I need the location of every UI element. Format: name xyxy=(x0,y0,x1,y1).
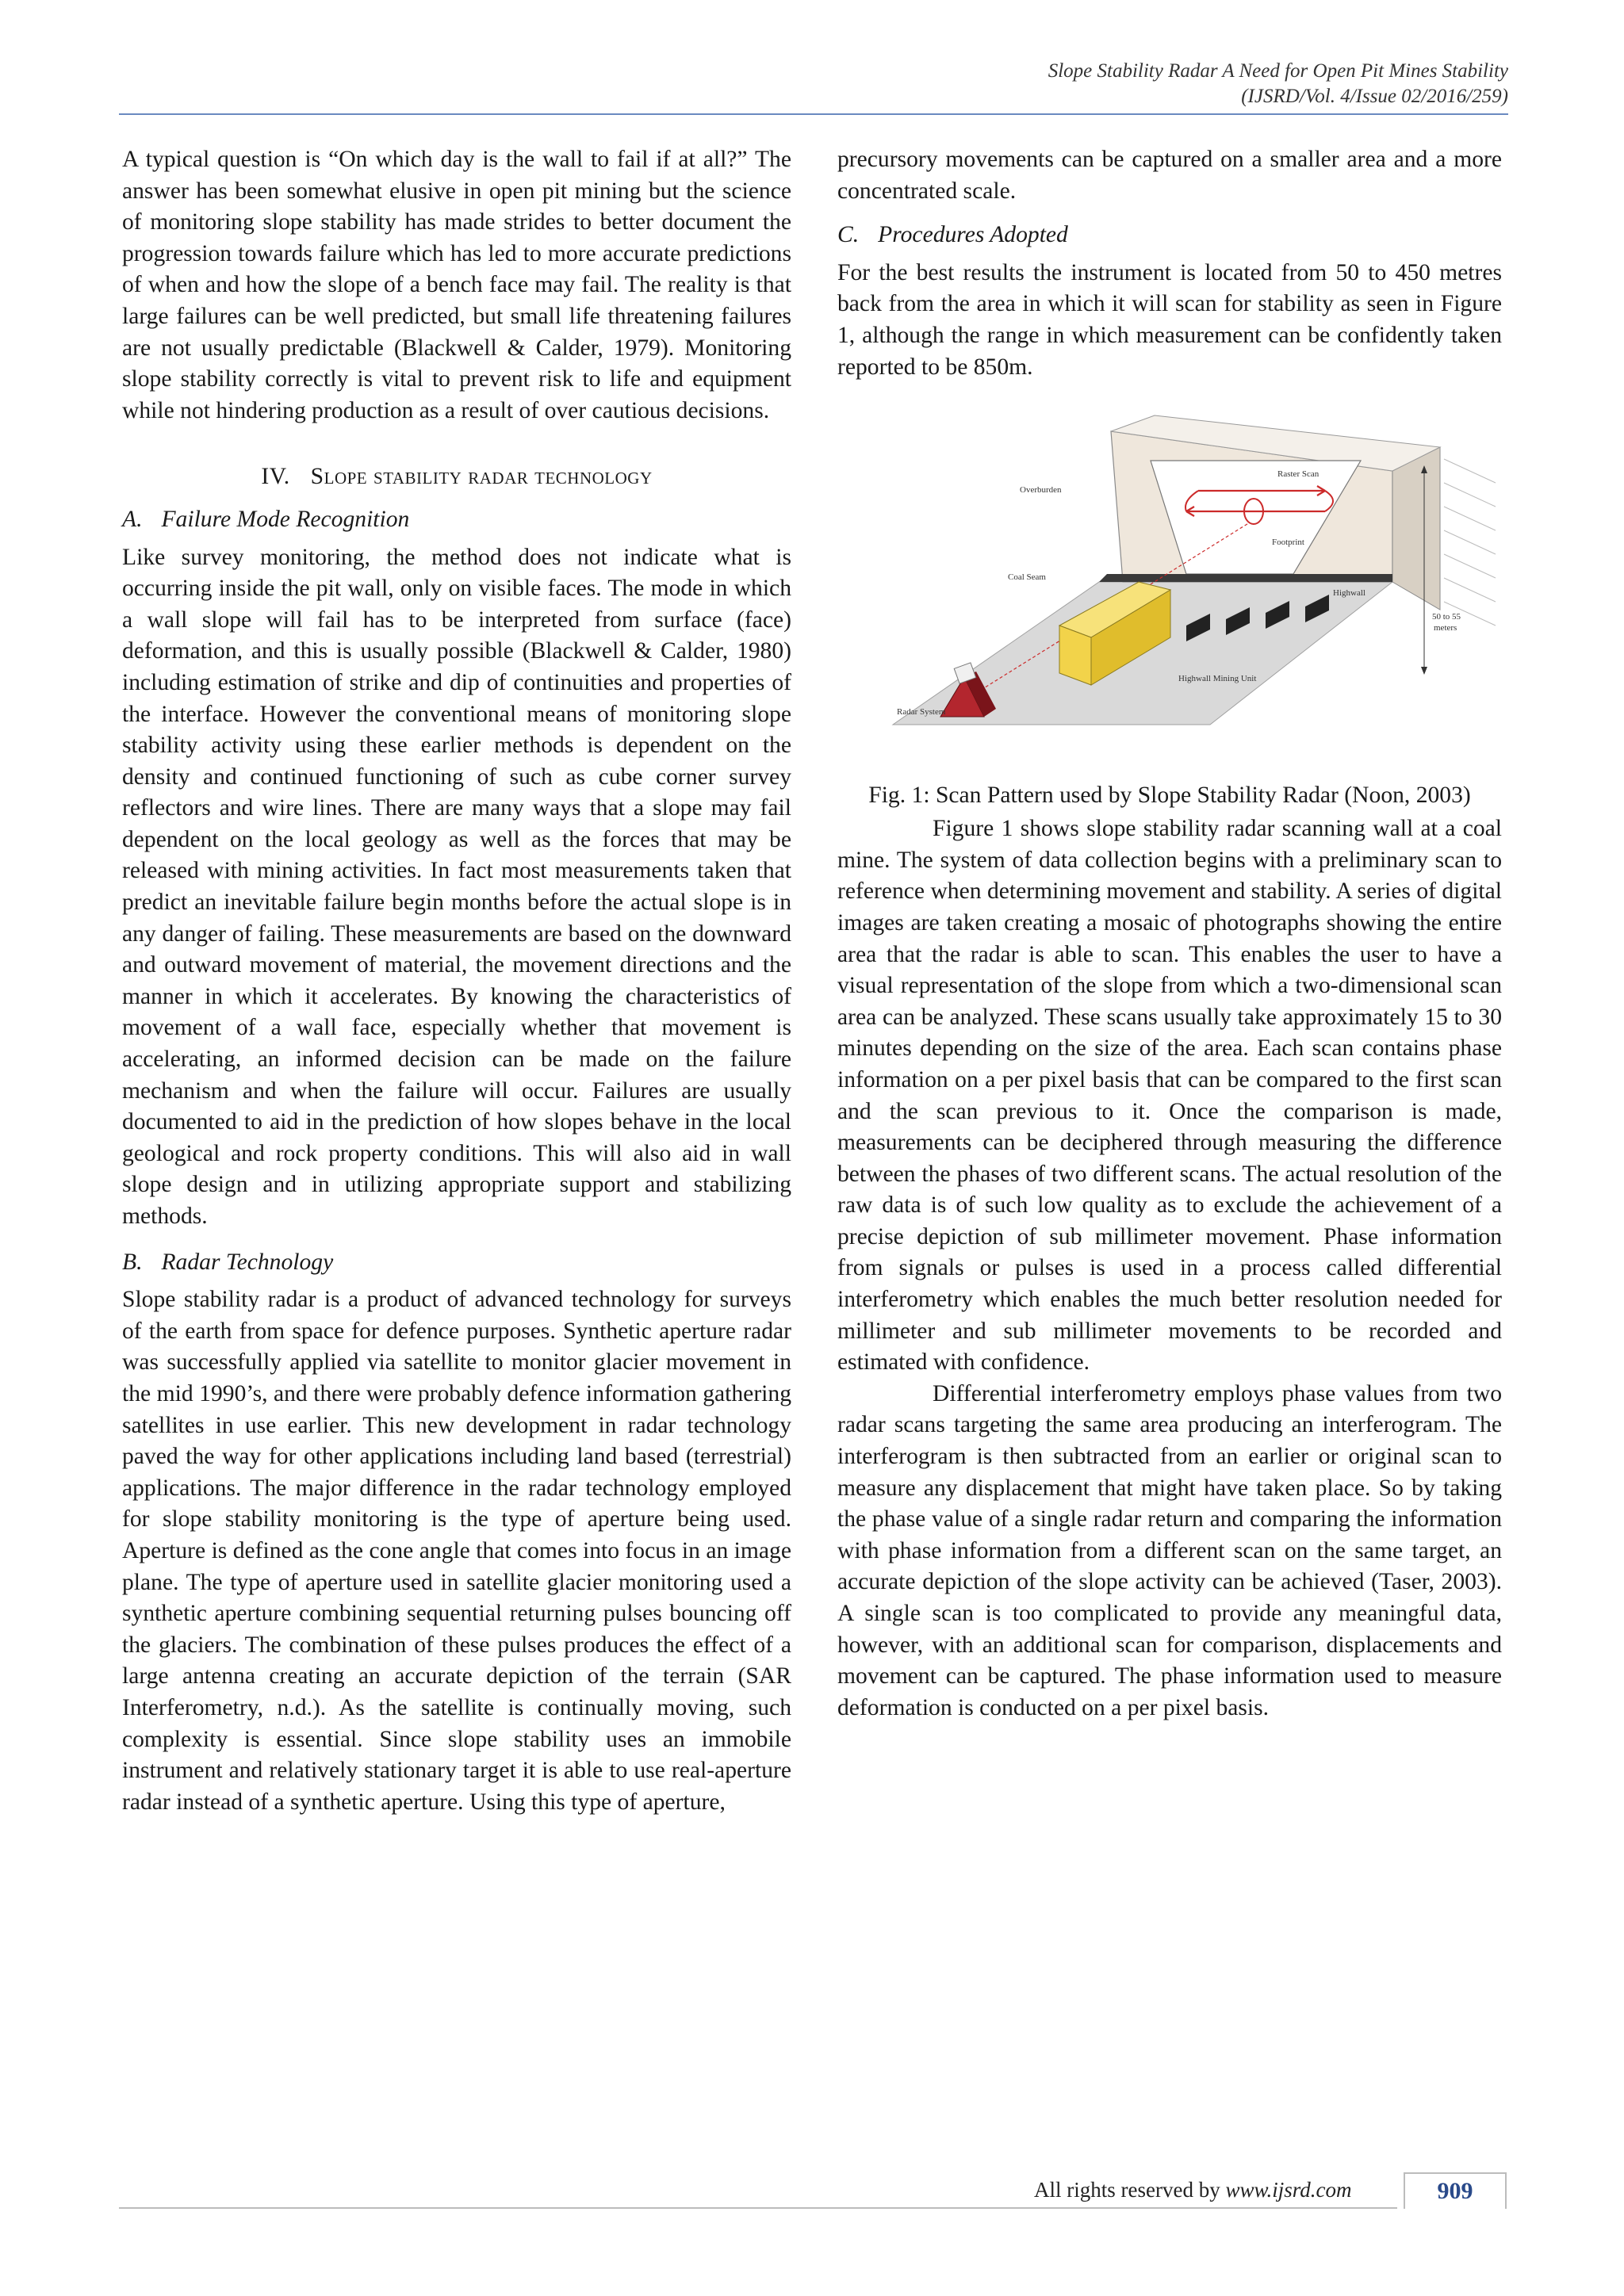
subsection-label: C. xyxy=(837,222,860,248)
procedures-paragraph: For the best results the instrument is located from 50 to 450 metres back from the area in which it will scan for stability as seen in Figure 1, although the range in which measurement can be confidently taken reported to be 850m. xyxy=(837,259,1502,380)
figure-description-paragraph: Figure 1 shows slope stability radar scanning wall at a coal mine. The system of data collection begins with a preliminary scan to reference when determining movement and stability. A series of digital images are taken creating a mosaic of photographs showing the entire area that the radar is able to scan. This enables the user to have a visual representation of the slope from which a two-dimensional scan area can be analyzed. These scans usually take approximately 15 to 30 minutes depending on the size of the area. Each scan contains phase information on a per pixel basis that can be compared to the first scan and the scan previous to it. Once the comparison is made, measurements can be deciphered through measuring the difference between the phases of two different scans. The actual resolution of the raw data is of such low quality as to exclude the achievement of a precise depiction of sub millimeter movement. Phase information from signals or pulses is used in a process called differential interferometry which enables the much better resolution needed for millimeter and sub millimeter movements to be recorded and estimated with confidence. xyxy=(837,816,1502,1376)
section-heading xyxy=(122,461,791,493)
section-title: Slope stability radar technology xyxy=(310,464,653,490)
hatched-strata xyxy=(1444,459,1496,626)
left-column xyxy=(122,144,791,1818)
section-number: IV. xyxy=(261,464,290,490)
subsection-title: Radar Technology xyxy=(161,1249,334,1275)
coal-seam-band xyxy=(1099,574,1392,582)
subsection-label: A. xyxy=(122,506,143,532)
label-height: 50 to 55 xyxy=(1432,612,1461,622)
intro-paragraph: A typical question is “On which day is the wall to fail if at all?” The answer has been somewhat elusive in open pit mining but the science of monitoring slope stability has made strides to better document the progression towards failure which has led to more accurate predictions of when and how the slope of a bench face may fail. The reality is that large failures can be well predicted, but small life threatening failures are not usually predictable (Blackwell & Calder, 1979). Monitoring slope stability correctly is vital to prevent risk to life and equipment while not hindering production as a result of over cautious decisions. xyxy=(122,147,791,423)
scan-pattern-diagram xyxy=(837,411,1502,760)
header-title: Slope Stability Radar A Need for Open Pit Mines Stability xyxy=(1048,60,1508,82)
continued-paragraph: precursory movements can be captured on a smaller area and a more concentrated scale. xyxy=(837,147,1502,204)
highwall-side xyxy=(1392,447,1440,610)
rights-text: All rights reserved by xyxy=(1034,2178,1226,2202)
page-number: 909 xyxy=(1404,2172,1507,2209)
label-radar-system: Radar System xyxy=(897,707,946,718)
footer-divider xyxy=(119,2207,1397,2209)
dimension-arrow-icon xyxy=(1421,667,1427,675)
label-mining-unit: Highwall Mining Unit xyxy=(1178,674,1257,684)
figure-1 xyxy=(837,411,1502,760)
subsection-heading-b xyxy=(122,1247,791,1279)
subsection-title: Failure Mode Recognition xyxy=(161,506,410,532)
label-footprint: Footprint xyxy=(1272,538,1304,548)
failure-mode-paragraph: Like survey monitoring, the method does not indicate what is occurring inside the pit wall, only on visible faces. The mode in which a wall slope will fail has to be interpreted from surface (face) deformation, and this is usually possible (Blackwell & Calder, 1980) including estimation of strike and dip of continuities and properties of the interface. However the conventional means of monitoring slope stability activity using these earlier methods is dependent on the density and continued functioning of such as cube corner survey reflectors and wire lines. There are many ways that a slope may fail dependent on the local geology as well as the forces that may be released with mining activities. In fact most measurements taken that predict an inevitable failure begin months before the actual slope is in any danger of failing. These measurements are based on the downward and outward movement of material, the movement directions and the manner in which it accelerates. By knowing the characteristics of movement of a wall face, especially whether that movement is accelerating, an informed decision can be made on the failure mechanism and when the failure will occur. Failures are usually documented to aid in the prediction of how slopes behave in the local geological and rock property conditions. This will also aid in wall slope design and in utilizing appropriate support and stabilizing methods. xyxy=(122,544,791,1229)
subsection-heading-a xyxy=(122,504,791,536)
site-link[interactable]: www.ijsrd.com xyxy=(1225,2178,1352,2202)
label-overburden: Overburden xyxy=(1020,485,1062,496)
subsection-title: Procedures Adopted xyxy=(878,222,1068,248)
header-citation: (IJSRD/Vol. 4/Issue 02/2016/259) xyxy=(1241,86,1508,107)
header-divider xyxy=(119,113,1508,115)
label-height-unit: meters xyxy=(1434,623,1457,633)
running-header xyxy=(1048,59,1508,109)
subsection-label: B. xyxy=(122,1249,143,1275)
footer-rights xyxy=(1034,2175,1351,2204)
page-footer xyxy=(119,2175,1508,2210)
right-column xyxy=(837,144,1502,1724)
differential-interferometry-paragraph: Differential interferometry employs phase values from two radar scans targeting the same area producing an interferogram. The interferogram is then subtracted from an earlier or original scan to measure any displacement that might have taken place. So by taking the phase value of a single radar return and comparing the information with phase information from a different scan on the same target, an accurate depiction of the slope activity can be achieved (Taser, 2003). A single scan is too complicated to provide any meaningful data, however, with an additional scan for comparison, displacements and movement can be captured. The phase information used to measure deformation is conducted on a per pixel basis. xyxy=(837,1380,1502,1720)
subsection-heading-c xyxy=(837,220,1502,251)
radar-technology-paragraph: Slope stability radar is a product of advanced technology for surveys of the earth from space for defence purposes. Synthetic aperture radar was successfully applied via satellite to monitor glacier movement in the mid 1990’s, and there were probably defence information gathering satellites in use earlier. This new development in radar technology paved the way for other applications including land based (terrestrial) applications. The major difference in the radar technology employed for slope stability monitoring is the type of aperture being used. Aperture is defined as the cone angle that comes into focus in an image plane. The type of aperture used in satellite glacier monitoring used a synthetic aperture combining sequential returning pulses bouncing off the glaciers. The combination of these pulses produces the effect of a large antenna creating an accurate depiction of the terrain (SAR Interferometry, n.d.). As the satellite is continually moving, such complexity is essential. Since slope stability uses an immobile instrument and relatively stationary target it is able to use real-aperture radar instead of a synthetic aperture. Using this type of aperture, xyxy=(122,1287,791,1815)
figure-caption: Fig. 1: Scan Pattern used by Slope Stability Radar (Noon, 2003) xyxy=(868,783,1471,809)
label-highwall: Highwall xyxy=(1333,588,1365,599)
label-coal-seam: Coal Seam xyxy=(1008,572,1046,583)
label-raster-scan: Raster Scan xyxy=(1277,469,1320,480)
